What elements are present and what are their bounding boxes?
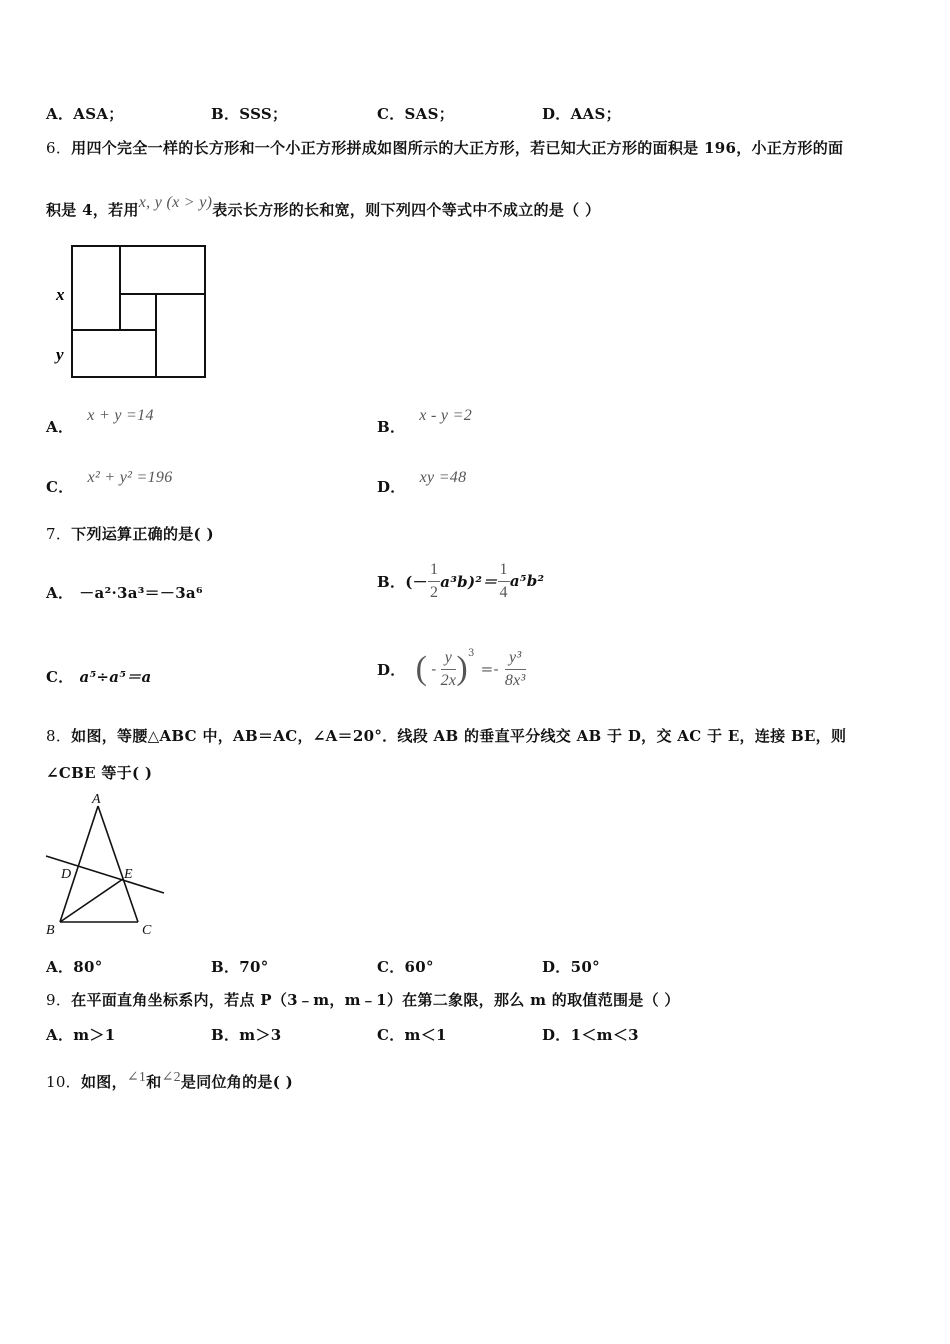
q8-label-b: B bbox=[46, 923, 55, 938]
q6-label-y: y bbox=[56, 345, 64, 364]
q9-option-a: A．m＞1 bbox=[46, 1026, 116, 1044]
q9-option-b: B．m＞3 bbox=[211, 1026, 282, 1044]
q10-angle1: ∠1 bbox=[126, 1070, 147, 1085]
q7-option-c: C． a⁵÷a⁵＝a bbox=[46, 668, 152, 686]
q8-triangle-figure bbox=[44, 788, 170, 940]
q9-option-d: D．1＜m＜3 bbox=[542, 1026, 639, 1044]
q9-stem: 9．在平面直角坐标系内，若点 P（3﹣m，m﹣1）在第二象限，那么 m 的取值范围是（ ） bbox=[46, 991, 680, 1009]
q8-label-e: E bbox=[124, 867, 133, 882]
q5-option-d: D．AAS； bbox=[542, 105, 621, 123]
q6-option-a: A．x + y =14 bbox=[46, 407, 154, 436]
q6-square-figure bbox=[50, 240, 215, 385]
q6-option-b: B．x - y =2 bbox=[377, 407, 473, 436]
q8-option-b: B．70° bbox=[211, 958, 269, 976]
q7-b-frac1: $\frac{1}{2}$ bbox=[429, 560, 439, 601]
q5-option-b: B．SSS； bbox=[211, 105, 288, 123]
q8-line2: ∠CBE 等于( ) bbox=[46, 764, 153, 782]
q5-option-c: C．SAS； bbox=[377, 105, 455, 123]
q8-label-d: D bbox=[61, 867, 72, 882]
q7-option-a: A． －a²·3a³＝－3a⁶ bbox=[46, 584, 203, 602]
q8-option-a: A．80° bbox=[46, 958, 103, 976]
q9-option-c: C．m＜1 bbox=[377, 1026, 447, 1044]
q8-label-a: A bbox=[92, 792, 101, 807]
q10-angle2: ∠2 bbox=[161, 1070, 181, 1085]
q6-label-x: x bbox=[56, 285, 65, 304]
q10-stem: 10．如图，∠1和∠2是同位角的是( ) bbox=[46, 1070, 294, 1091]
q8-option-c: C．60° bbox=[377, 958, 434, 976]
q6-option-d: D．xy =48 bbox=[377, 469, 467, 496]
q6-line2: 积是 4，若用x, y (x > y)表示长方形的长和宽，则下列四个等式中不成立的是（ ） bbox=[46, 194, 601, 219]
q7-stem: 7．下列运算正确的是( ) bbox=[46, 525, 214, 543]
q8-line1: 8．如图，等腰△ABC 中，AB＝AC，∠A＝20°．线段 AB 的垂直平分线交 AB 于 D，交 AC 于 E，连接 BE，则 bbox=[46, 727, 847, 745]
q7-option-d: D． ( - $\frac{y}{2x}$ ) 3 =- $\frac{\text{y³}}{\text{8x³}}$ bbox=[377, 647, 526, 689]
q8-label-c: C bbox=[142, 923, 152, 938]
q6-option-c: C．x² + y² =196 bbox=[46, 469, 173, 496]
q8-option-d: D．50° bbox=[542, 958, 600, 976]
q5-option-a: A．ASA； bbox=[46, 105, 124, 123]
q6-line1: 6．用四个完全一样的长方形和一个小正方形拼成如图所示的大正方形，若已知大正方形的面积是 196，小正方形的面 bbox=[46, 139, 844, 157]
q7-option-b: B． (－ $\frac{1}{2}$ a³b)²＝ $\frac{1}{4}$ a⁵b² bbox=[377, 556, 544, 606]
q7-b-frac2: $\frac{1}{4}$ bbox=[499, 560, 508, 601]
